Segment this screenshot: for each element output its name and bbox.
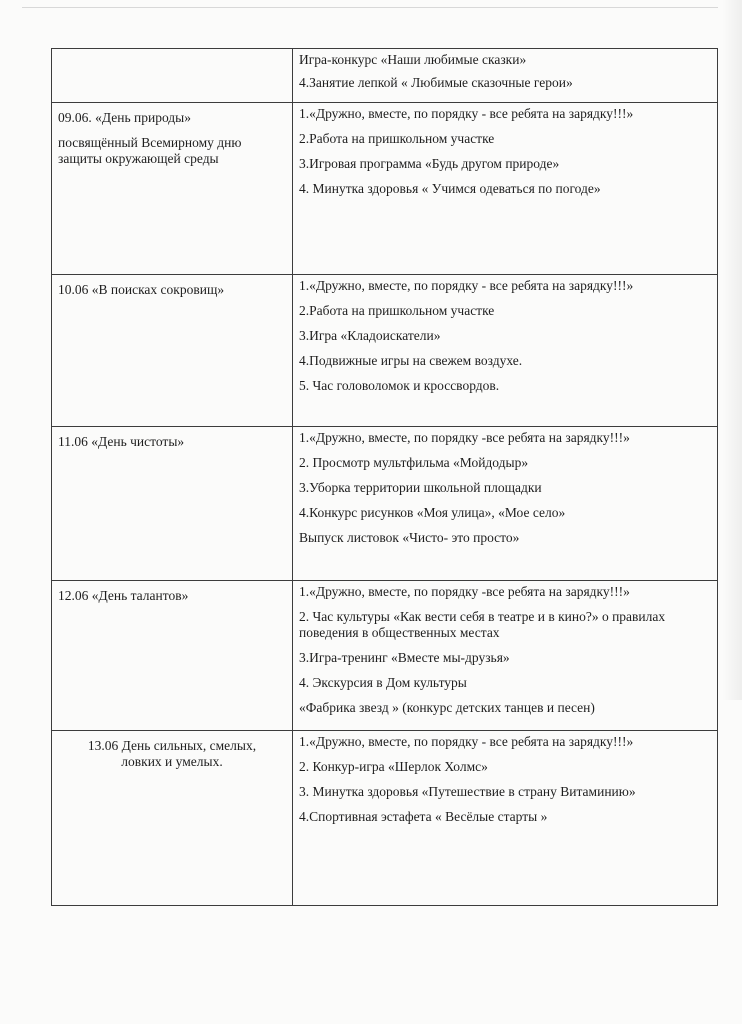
day-label: 13.06 День сильных, смелых, ловких и умелых. [87, 738, 257, 769]
day-label: 12.06 «День талантов» [58, 588, 189, 603]
activity-item: 3.Игра-тренинг «Вместе мы-друзья» [299, 650, 510, 665]
activity-item: 4. Экскурсия в Дом культуры [299, 675, 467, 690]
activity-item: 2. Час культуры «Как вести себя в театре и в кино?» о правилах поведения в общественных местах [299, 609, 666, 640]
activities-cell [293, 581, 718, 731]
activity-item: 4.Конкурс рисунков «Моя улица», «Мое село» [299, 505, 566, 520]
activities-cell [293, 49, 718, 103]
table-row [52, 581, 718, 731]
activity-item: 4.Подвижные игры на свежем воздухе. [299, 353, 523, 368]
activity-item: 2.Работа на пришкольном участке [299, 131, 495, 146]
activity-item: Выпуск листовок «Чисто- это просто» [299, 530, 520, 545]
activity-item: 4.Занятие лепкой « Любимые сказочные герои» [299, 75, 573, 90]
activities-cell [293, 103, 718, 275]
activity-item: 1.«Дружно, вместе, по порядку -все ребята на зарядку!!!» [299, 430, 630, 445]
table-row [52, 731, 718, 906]
table-row [52, 103, 718, 275]
activity-item: 1.«Дружно, вместе, по порядку - все ребята на зарядку!!!» [299, 106, 634, 121]
activity-item: 1.«Дружно, вместе, по порядку - все ребята на зарядку!!!» [299, 734, 634, 749]
activity-item: 2.Работа на пришкольном участке [299, 303, 495, 318]
activity-item: Игра-конкурс «Наши любимые сказки» [299, 52, 527, 67]
camp-schedule-table [51, 48, 718, 906]
table-row [52, 427, 718, 581]
day-label: 09.06. «День природы» [58, 110, 191, 125]
activity-item: 2. Просмотр мультфильма «Мойдодыр» [299, 455, 529, 470]
table-row [52, 275, 718, 427]
day-description: посвящённый Всемирному дню защиты окружающей среды [58, 135, 242, 166]
activity-item: «Фабрика звезд » (конкурс детских танцев и песен) [299, 700, 595, 715]
activity-item: 5. Час головоломок и кроссвордов. [299, 378, 500, 393]
activity-item: 3. Минутка здоровья «Путешествие в страну Витаминию» [299, 784, 636, 799]
activities-cell [293, 731, 718, 906]
activities-cell [293, 275, 718, 427]
activity-item: 3.Игровая программа «Будь другом природе» [299, 156, 560, 171]
scan-edge-shadow [722, 0, 742, 700]
table-row [52, 49, 718, 103]
day-cell [52, 427, 293, 581]
activity-item: 1.«Дружно, вместе, по порядку -все ребята на зарядку!!!» [299, 584, 630, 599]
activity-item: 4. Минутка здоровья « Учимся одеваться по погоде» [299, 181, 601, 196]
day-cell [52, 275, 293, 427]
day-label: 10.06 «В поисках сокровищ» [58, 282, 225, 297]
day-cell [52, 731, 293, 906]
activities-cell [293, 427, 718, 581]
day-cell [52, 49, 293, 103]
day-label: 11.06 «День чистоты» [58, 434, 185, 449]
activity-item: 2. Конкур-игра «Шерлок Холмс» [299, 759, 488, 774]
day-cell [52, 581, 293, 731]
activity-item: 3.Уборка территории школьной площадки [299, 480, 542, 495]
activity-item: 4.Спортивная эстафета « Весёлые старты » [299, 809, 548, 824]
page-top-rule [22, 7, 718, 8]
day-cell [52, 103, 293, 275]
activity-item: 3.Игра «Кладоискатели» [299, 328, 441, 343]
activity-item: 1.«Дружно, вместе, по порядку - все ребята на зарядку!!!» [299, 278, 634, 293]
